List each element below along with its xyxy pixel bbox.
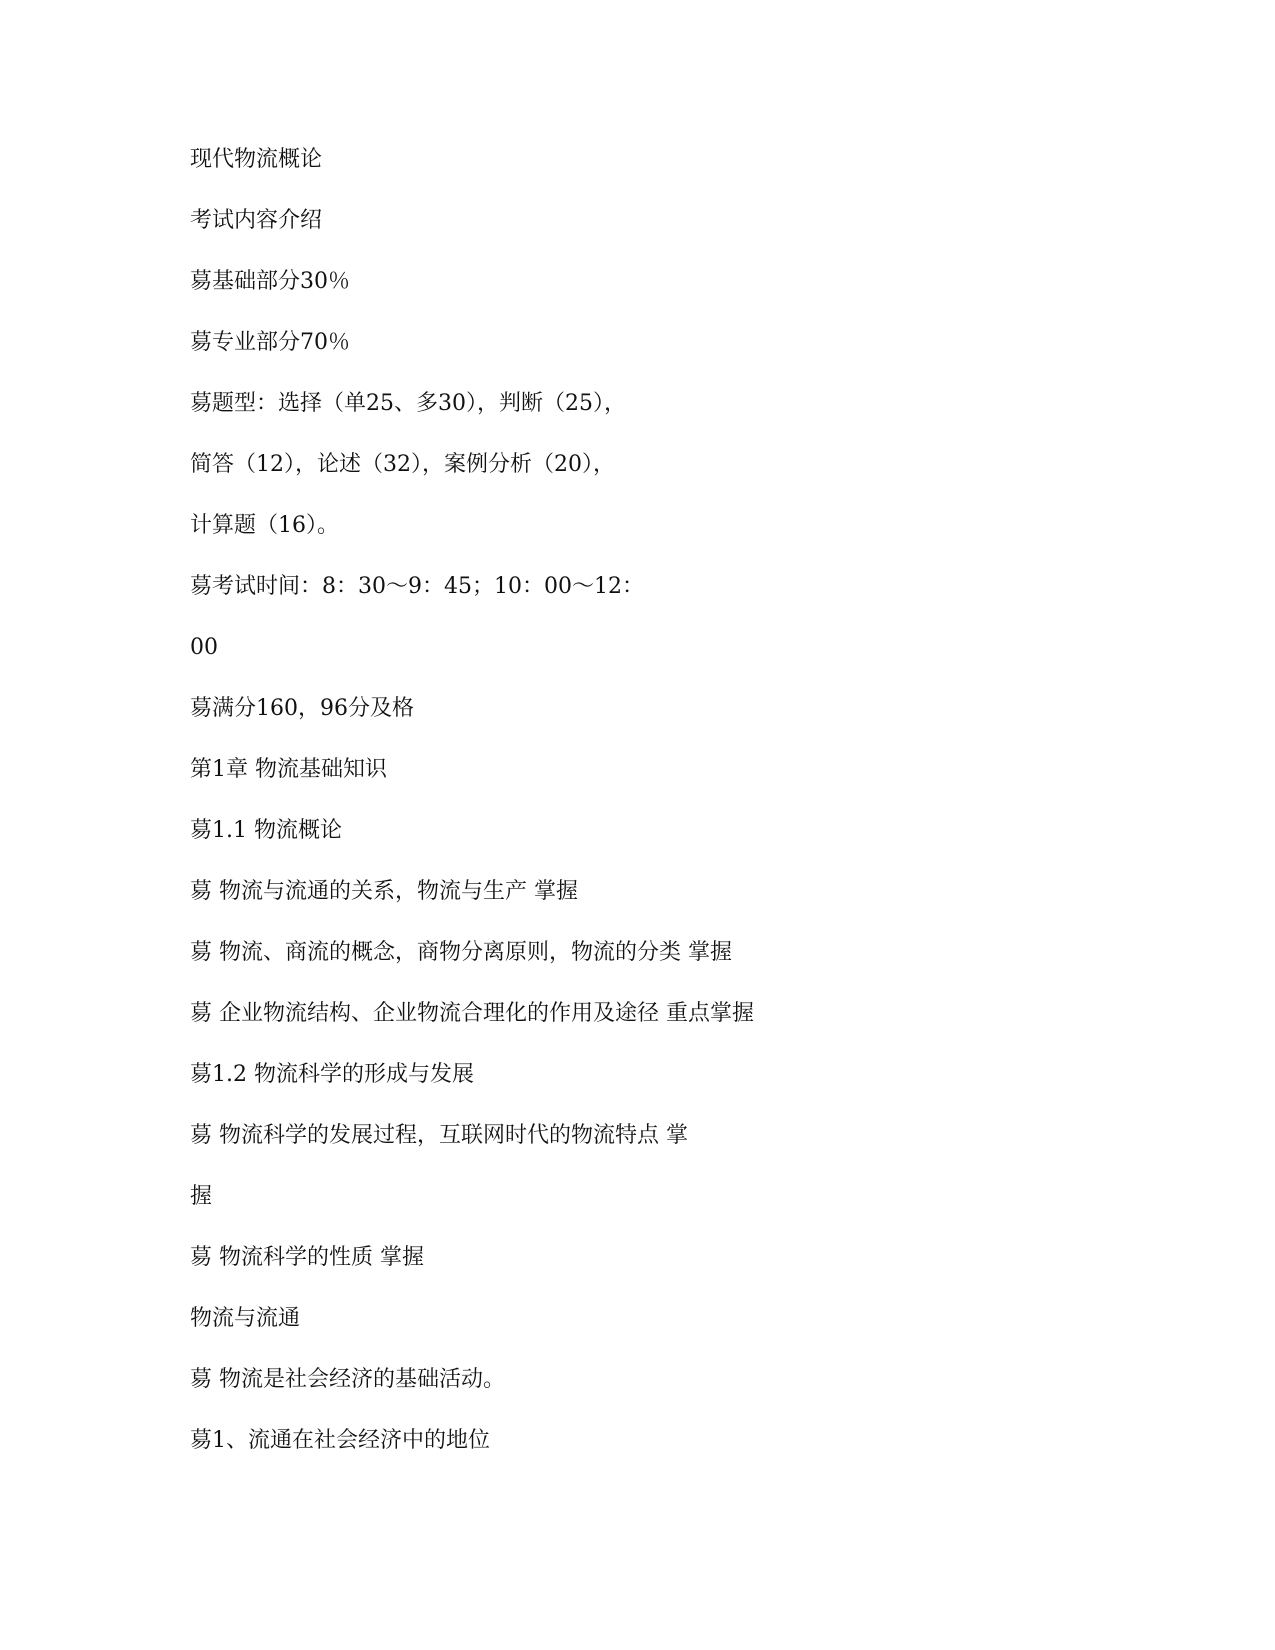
text-line: 䓪满分160，96分及格 [190, 696, 414, 721]
text-line: 䓪1.2 物流科学的形成与发展 [190, 1062, 474, 1087]
text-line: 䓪基础部分30％ [190, 269, 350, 294]
text-line: 䓪 物流与流通的关系，物流与生产 掌握 [190, 879, 578, 904]
text-line: 䓪考试时间：8：30～9：45；10：00～12： [190, 574, 644, 599]
text-line: 䓪 物流是社会经济的基础活动。 [190, 1367, 505, 1392]
text-line: 握 [190, 1184, 213, 1209]
text-line: 䓪1、流通在社会经济中的地位 [190, 1428, 490, 1453]
text-line: 䓪 物流科学的性质 掌握 [190, 1245, 424, 1270]
text-line: 简答（12），论述（32），案例分析（20）， [190, 452, 615, 477]
section-heading: 考试内容介绍 [190, 208, 323, 233]
text-line: 䓪 企业物流结构、企业物流合理化的作用及途径 重点掌握 [190, 1001, 754, 1026]
text-line: 䓪1.1 物流概论 [190, 818, 342, 843]
text-line: 计算题（16）。 [190, 513, 339, 538]
section-heading: 物流与流通 [190, 1306, 301, 1331]
text-line: 䓪 物流科学的发展过程，互联网时代的物流特点 掌 [190, 1123, 688, 1148]
document-body [190, 145, 1190, 1487]
document-title: 现代物流概论 [190, 147, 323, 172]
chapter-heading: 第1章 物流基础知识 [190, 757, 387, 782]
text-line: 䓪专业部分70％ [190, 330, 350, 355]
text-line: 䓪 物流、商流的概念，商物分离原则，物流的分类 掌握 [190, 940, 732, 965]
text-line: 00 [190, 635, 218, 660]
text-line: 䓪题型：选择（单25、多30），判断（25）， [190, 391, 626, 416]
